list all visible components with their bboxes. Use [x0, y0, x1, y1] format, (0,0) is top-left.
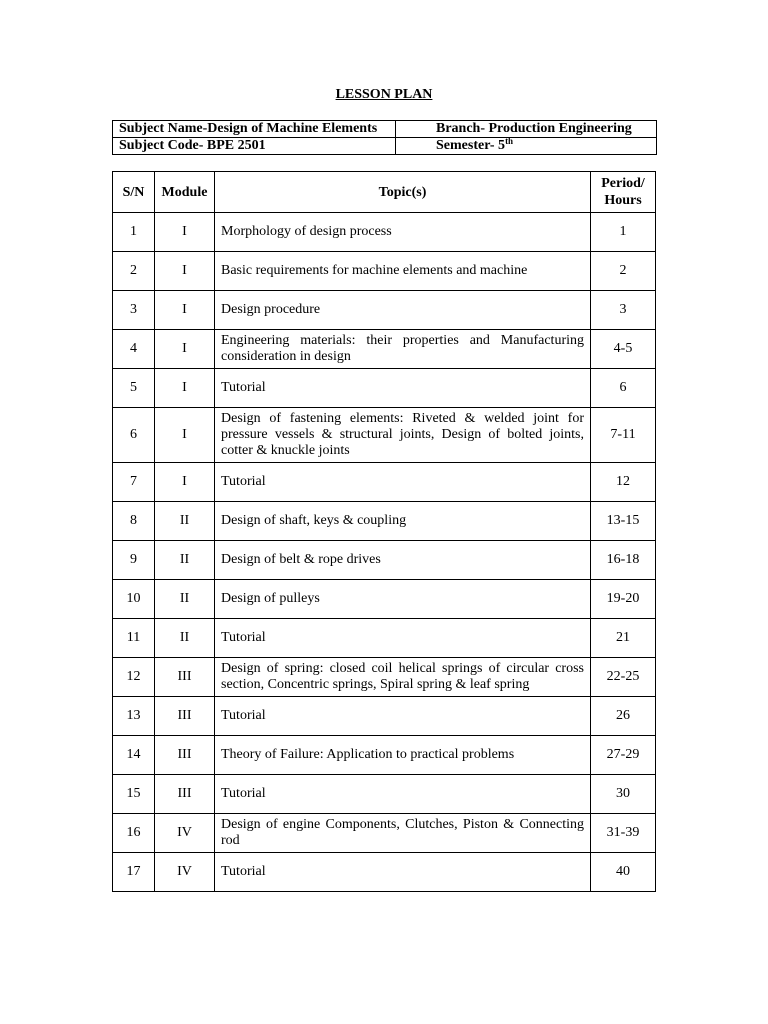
row-topic: Design of shaft, keys & coupling [215, 502, 591, 541]
row-period: 30 [591, 775, 656, 814]
table-row [113, 252, 656, 291]
row-sn: 16 [113, 814, 155, 853]
table-header-row [113, 172, 656, 213]
row-topic: Engineering materials: their properties and Manufacturing consideration in design [215, 330, 591, 369]
header-sn: S/N [113, 172, 155, 213]
row-topic: Design of engine Components, Clutches, Piston & Connecting rod [215, 814, 591, 853]
table-row [113, 736, 656, 775]
subject-code: Subject Code- BPE 2501 [113, 138, 396, 155]
row-module: I [155, 213, 215, 252]
row-topic: Design of spring: closed coil helical springs of circular cross section, Concentric springs, Spiral spring & leaf spring [215, 658, 591, 697]
row-sn: 15 [113, 775, 155, 814]
subject-info-table [112, 120, 657, 155]
subject-info-row [113, 121, 657, 138]
table-row [113, 580, 656, 619]
row-period: 21 [591, 619, 656, 658]
table-row [113, 619, 656, 658]
header-module: Module [155, 172, 215, 213]
row-sn: 4 [113, 330, 155, 369]
row-period: 2 [591, 252, 656, 291]
table-row [113, 369, 656, 408]
row-module: III [155, 775, 215, 814]
row-sn: 5 [113, 369, 155, 408]
row-module: II [155, 580, 215, 619]
row-module: III [155, 736, 215, 775]
row-sn: 14 [113, 736, 155, 775]
row-period: 7-11 [591, 408, 656, 463]
row-sn: 12 [113, 658, 155, 697]
branch: Branch- Production Engineering [396, 121, 657, 138]
row-topic: Tutorial [215, 775, 591, 814]
lesson-plan-table [112, 171, 656, 892]
row-period: 40 [591, 853, 656, 892]
row-period: 3 [591, 291, 656, 330]
row-sn: 6 [113, 408, 155, 463]
row-module: I [155, 463, 215, 502]
row-sn: 7 [113, 463, 155, 502]
table-row [113, 853, 656, 892]
table-row [113, 291, 656, 330]
row-topic: Basic requirements for machine elements and machine [215, 252, 591, 291]
row-sn: 17 [113, 853, 155, 892]
row-topic: Design of belt & rope drives [215, 541, 591, 580]
semester-suffix: th [505, 136, 514, 146]
row-period: 13-15 [591, 502, 656, 541]
row-period: 22-25 [591, 658, 656, 697]
row-sn: 2 [113, 252, 155, 291]
row-module: II [155, 541, 215, 580]
row-period: 19-20 [591, 580, 656, 619]
row-module: II [155, 619, 215, 658]
row-topic: Theory of Failure: Application to practical problems [215, 736, 591, 775]
row-module: I [155, 408, 215, 463]
row-topic: Tutorial [215, 369, 591, 408]
row-module: II [155, 502, 215, 541]
row-module: III [155, 697, 215, 736]
table-row [113, 463, 656, 502]
table-row [113, 541, 656, 580]
row-period: 1 [591, 213, 656, 252]
header-period: Period/ Hours [591, 172, 656, 213]
row-period: 6 [591, 369, 656, 408]
table-row [113, 658, 656, 697]
row-period: 12 [591, 463, 656, 502]
table-row [113, 330, 656, 369]
subject-name: Subject Name-Design of Machine Elements [113, 121, 396, 138]
row-module: IV [155, 814, 215, 853]
row-topic: Design of pulleys [215, 580, 591, 619]
row-module: IV [155, 853, 215, 892]
table-row [113, 775, 656, 814]
semester-label: Semester- 5 [436, 138, 506, 153]
row-sn: 10 [113, 580, 155, 619]
row-module: I [155, 369, 215, 408]
row-period: 27-29 [591, 736, 656, 775]
row-period: 4-5 [591, 330, 656, 369]
table-row [113, 213, 656, 252]
page-title: LESSON PLAN [335, 87, 433, 102]
row-topic: Tutorial [215, 619, 591, 658]
row-topic: Design of fastening elements: Riveted & welded joint for pressure vessels & structural joints, Design of bolted joints, cotter & knuckle joints [215, 408, 591, 463]
row-module: I [155, 252, 215, 291]
row-topic: Morphology of design process [215, 213, 591, 252]
row-topic: Tutorial [215, 853, 591, 892]
row-topic: Design procedure [215, 291, 591, 330]
row-period: 16-18 [591, 541, 656, 580]
subject-info-row [113, 138, 657, 155]
row-module: III [155, 658, 215, 697]
table-row [113, 502, 656, 541]
table-row [113, 408, 656, 463]
header-topic: Topic(s) [215, 172, 591, 213]
row-period: 26 [591, 697, 656, 736]
row-sn: 1 [113, 213, 155, 252]
row-module: I [155, 330, 215, 369]
row-module: I [155, 291, 215, 330]
row-topic: Tutorial [215, 463, 591, 502]
row-topic: Tutorial [215, 697, 591, 736]
row-sn: 11 [113, 619, 155, 658]
table-row [113, 814, 656, 853]
row-sn: 8 [113, 502, 155, 541]
row-period: 31-39 [591, 814, 656, 853]
table-row [113, 697, 656, 736]
row-sn: 9 [113, 541, 155, 580]
semester [396, 138, 657, 155]
row-sn: 13 [113, 697, 155, 736]
row-sn: 3 [113, 291, 155, 330]
